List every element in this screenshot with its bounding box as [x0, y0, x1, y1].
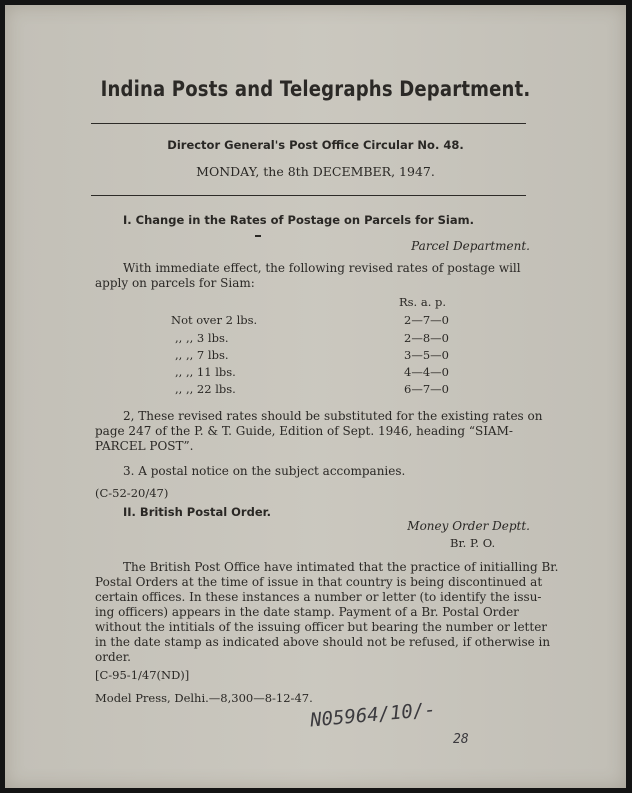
para-2-line-3: PARCEL POST”. [95, 439, 194, 453]
title-rule [91, 123, 526, 124]
document-sheet [5, 5, 626, 788]
para-2-line-1: 2, These revised rates should be substituted for the existing rates on [123, 409, 543, 423]
circular-date: MONDAY, the 8th DECEMBER, 1947. [196, 164, 435, 179]
rate-value: 3—5—0 [404, 348, 449, 362]
body-line: The British Post Office have intimated that the practice of initialling Br. [123, 560, 559, 574]
section-1-heading: I. Change in the Rates of Postage on Parcels for Siam. [123, 213, 474, 227]
section-1-reference: (C-52-20/47) [95, 486, 169, 500]
rate-weight: Not over 2 lbs. [171, 313, 258, 327]
body-line: in the date stamp as indicated above should not be refused, if otherwise in [95, 635, 551, 649]
intro-line-1: With immediate effect, the following revised rates of postage will [123, 261, 521, 275]
handwritten-small-number: 28 [453, 732, 469, 747]
rate-weight: ,, ,, 3 lbs. [175, 331, 229, 345]
rate-value: 6—7—0 [404, 382, 449, 396]
intro-line-2: apply on parcels for Siam: [95, 276, 255, 290]
page-title: Indina Posts and Telegraphs Department. [100, 77, 531, 101]
handwritten-number [309, 699, 436, 732]
money-order-department: Money Order Deptt. [407, 519, 530, 533]
para-3: 3. A postal notice on the subject accompanies. [123, 464, 406, 478]
section-2-heading: II. British Postal Order. [123, 505, 272, 519]
press-imprint: Model Press, Delhi.—8,300—8-12-47. [95, 691, 313, 705]
rate-value: 2—7—0 [404, 313, 449, 327]
section-2-reference: [C-95-1/47(ND)] [95, 668, 190, 682]
heading-dash [255, 235, 261, 237]
rate-value: 2—8—0 [404, 331, 449, 345]
rate-weight: ,, ,, 7 lbs. [175, 348, 229, 362]
body-line: without the intitials of the issuing officer but bearing the number or letter [95, 620, 548, 634]
body-line: certain offices. In these instances a number or letter (to identify the issu- [95, 590, 542, 604]
rate-weight: ,, ,, 22 lbs. [175, 382, 236, 396]
rates-header: Rs. a. p. [399, 295, 447, 309]
para-2-line-2: page 247 of the P. & T. Guide, Edition of Sept. 1946, heading “SIAM- [95, 424, 513, 438]
br-po-label: Br. P. O. [450, 536, 496, 550]
body-line: order. [95, 650, 131, 664]
date-rule [91, 195, 526, 196]
rate-weight: ,, ,, 11 lbs. [175, 365, 236, 379]
handwritten-number-text: N05964 [309, 703, 380, 732]
handwritten-fraction: /10/- [377, 698, 437, 726]
circular-number: Director General's Post Office Circular No. 48. [167, 138, 464, 152]
rate-value: 4—4—0 [404, 365, 449, 379]
body-line: ing officers) appears in the date stamp. Payment of a Br. Postal Order [95, 605, 519, 619]
parcel-department: Parcel Department. [411, 239, 530, 253]
body-line: Postal Orders at the time of issue in that country is being discontinued at [95, 575, 543, 589]
